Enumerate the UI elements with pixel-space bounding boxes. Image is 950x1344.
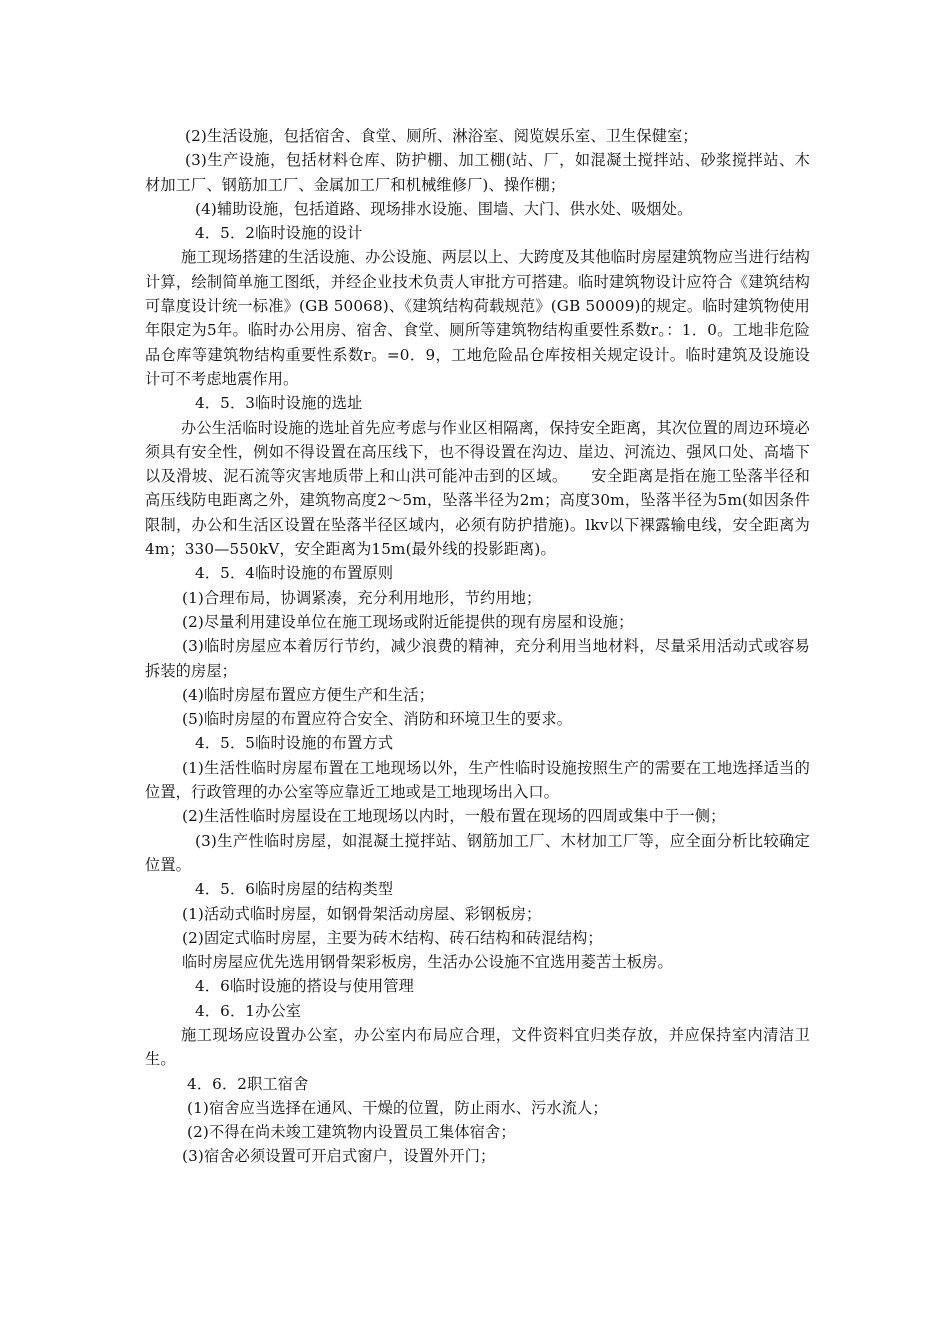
list-item: (2)尽量利用建设单位在施工现场或附近能提供的现有房屋和设施；: [182, 612, 634, 631]
list-item: (3)生产设施，包括材料仓库、防护棚、加工棚(站、厂，如混凝土搅拌站、砂浆搅拌站、木材加工厂、钢筋加工厂、金属加工厂和机械维修厂)、操作棚；: [145, 151, 810, 194]
list-item: (2)生活设施，包括宿舍、食堂、厕所、淋浴室、阅览娱乐室、卫生保健室；: [185, 127, 698, 145]
section-heading: 4．6．2职工宿舍: [187, 1074, 309, 1093]
list-item: (2)生活性临时房屋设在工地现场以内时，一般布置在现场的四周或集中于一侧；: [182, 807, 726, 826]
body-paragraph: 临时房屋应优先选用钢骨架彩板房，生活办公设施不宜选用菱苦土板房。: [182, 953, 673, 972]
list-item: (3)宿舍必须设置可开启式窗户，设置外开门；: [182, 1147, 496, 1166]
list-item: (2)固定式临时房屋，主要为砖木结构、砖石结构和砖混结构；: [182, 928, 603, 947]
section-heading: 4．6．1办公室: [195, 1001, 302, 1020]
body-paragraph: 施工现场搭建的生活设施、办公设施、两层以上、大跨度及其他临时房屋建筑物应当进行结构计算，绘制简单施工图纸，并经企业技术负责人审批方可搭建。临时建筑物设计应符合《建筑结构可靠度设计统一标准》(GB 50068)、《建筑结构荷载规范》(GB 50009)的规定。临时建筑物使用年限定为5年。临时办公用房、宿舍、食堂、厕所等建筑物结构重要性系数r。：1．0。工地非危险品仓库等建筑物结构重要性系数r。=0．9，工地危险品仓库按相关规定设计。临时建筑及设施设计可不考虑地震作用。: [145, 248, 810, 388]
list-item: (5)临时房屋的布置应符合安全、消防和环境卫生的要求。: [182, 710, 573, 729]
body-paragraph: 办公生活临时设施的选址首先应考虑与作业区相隔离，保持安全距离，其次位置的周边环境必须具有安全性，例如不得设置在高压线下，也不得设置在沟边、崖边、河流边、强风口处、高墙下以及滑坡、泥石流等灾害地质带上和山洪可能冲击到的区域。 安全距离是指在施工坠落半径和高压线防电距离之外，建筑物高度2～5m，坠落半径为2m；高度30m，坠落半径为5m(如因条件限制，办公和生活区设置在坠落半径区域内，必须有防护措施)。lkv以下裸露输电线，安全距离为4m；330—550kV，安全距离为15m(最外线的投影距离)。: [145, 418, 810, 559]
list-item: (1)活动式临时房屋，如钢骨架活动房屋、彩钢板房；: [182, 904, 542, 923]
section-heading: 4．6临时设施的搭设与使用管理: [195, 977, 415, 996]
list-item: (4)辅助设施，包括道路、现场排水设施、围墙、大门、供水处、吸烟处。: [195, 199, 693, 218]
list-item: (3)生产性临时房屋，如混凝土搅拌站、钢筋加工厂、木材加工厂等，应全面分析比较确定位置。: [145, 831, 810, 874]
section-heading: 4．5．3临时设施的选址: [195, 394, 363, 413]
list-item: (3)临时房屋应本着厉行节约，减少浪费的精神，充分利用当地材料，尽量采用活动式或容易拆装的房屋；: [145, 637, 810, 680]
list-item: (1)宿舍应当选择在通风、干燥的位置，防止雨水、污水流人；: [187, 1098, 608, 1117]
list-item: (1)生活性临时房屋布置在工地现场以外，生产性临时设施按照生产的需要在工地选择适当的位置，行政管理的办公室等应靠近工地或是工地现场出入口。: [145, 758, 810, 802]
section-heading: 4．5．5临时设施的布置方式: [195, 734, 394, 753]
section-heading: 4．5．6临时房屋的结构类型: [195, 880, 394, 899]
list-item: (1)合理布局，协调紧凑，充分利用地形，节约用地；: [182, 588, 542, 607]
section-heading: 4．5．4临时设施的布置原则: [195, 564, 394, 583]
list-item: (4)临时房屋布置应方便生产和生活；: [182, 685, 435, 704]
section-heading: 4．5．2临时设施的设计: [195, 224, 363, 243]
list-item: (2)不得在尚未竣工建筑物内设置员工集体宿舍；: [187, 1123, 516, 1142]
body-paragraph: 施工现场应设置办公室，办公室内布局应合理，文件资料宜归类存放，并应保持室内清洁卫生。: [145, 1025, 810, 1069]
document-body: [145, 124, 810, 1169]
